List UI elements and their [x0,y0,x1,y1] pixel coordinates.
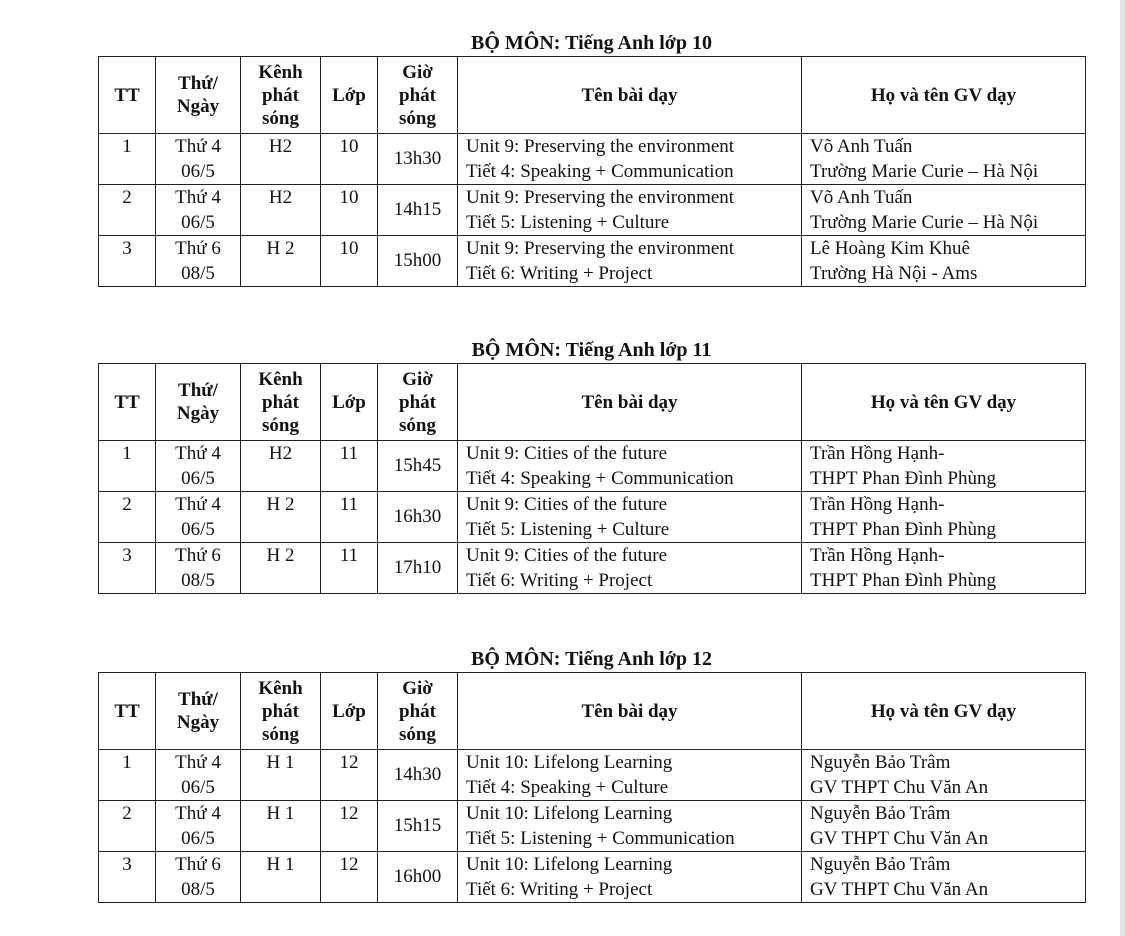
header-time: Giờ phát sóng [378,673,458,750]
table-row [99,543,1086,594]
table-body [99,750,1086,903]
header-grade: Lớp [321,57,378,134]
cell-tt: 3 [99,543,156,594]
cell-lesson: Unit 10: Lifelong Learning Tiết 5: Listening + Communication [458,801,802,852]
cell-tt: 2 [99,801,156,852]
cell-time: 16h30 [378,492,458,543]
cell-teacher: Trần Hồng Hạnh- THPT Phan Đình Phùng [802,543,1086,594]
cell-day-date: Thứ 4 06/5 [156,750,241,801]
cell-tt: 2 [99,185,156,236]
schedule-section-grade-11 [98,337,1085,594]
cell-teacher: Trần Hồng Hạnh- THPT Phan Đình Phùng [802,441,1086,492]
header-lesson: Tên bài dạy [458,57,802,134]
header-channel: Kênh phát sóng [241,57,321,134]
cell-channel: H 2 [241,492,321,543]
cell-tt: 2 [99,492,156,543]
table-row [99,185,1086,236]
cell-tt: 3 [99,852,156,903]
cell-day-date: Thứ 4 06/5 [156,441,241,492]
header-row [99,673,1086,750]
cell-channel: H 1 [241,750,321,801]
cell-channel: H 1 [241,801,321,852]
cell-channel: H2 [241,441,321,492]
schedule-table [98,672,1086,903]
cell-day-date: Thứ 4 06/5 [156,801,241,852]
cell-time: 15h00 [378,236,458,287]
cell-channel: H2 [241,185,321,236]
cell-day-date: Thứ 6 08/5 [156,236,241,287]
table-row [99,134,1086,185]
table-row [99,492,1086,543]
cell-channel: H 2 [241,236,321,287]
cell-day-date: Thứ 6 08/5 [156,852,241,903]
cell-time: 17h10 [378,543,458,594]
section-title: BỘ MÔN: Tiếng Anh lớp 10 [471,32,712,54]
cell-time: 13h30 [378,134,458,185]
cell-channel: H 1 [241,852,321,903]
header-time: Giờ phát sóng [378,57,458,134]
cell-teacher: Nguyễn Bảo Trâm GV THPT Chu Văn An [802,801,1086,852]
header-grade: Lớp [321,673,378,750]
header-day-date: Thứ/ Ngày [156,673,241,750]
table-row [99,852,1086,903]
cell-grade: 11 [321,543,378,594]
header-day-date: Thứ/ Ngày [156,57,241,134]
section-title: BỘ MÔN: Tiếng Anh lớp 11 [471,339,712,361]
header-grade: Lớp [321,364,378,441]
cell-teacher: Võ Anh Tuấn Trường Marie Curie – Hà Nội [802,134,1086,185]
header-teacher: Họ và tên GV dạy [802,57,1086,134]
cell-lesson: Unit 9: Cities of the future Tiết 5: Listening + Culture [458,492,802,543]
cell-lesson: Unit 9: Cities of the future Tiết 6: Writing + Project [458,543,802,594]
header-time: Giờ phát sóng [378,364,458,441]
cell-lesson: Unit 9: Preserving the environment Tiết 4: Speaking + Communication [458,134,802,185]
cell-day-date: Thứ 6 08/5 [156,543,241,594]
header-lesson: Tên bài dạy [458,673,802,750]
schedule-table [98,363,1086,594]
header-tt: TT [99,57,156,134]
cell-grade: 12 [321,750,378,801]
cell-teacher: Nguyễn Bảo Trâm GV THPT Chu Văn An [802,750,1086,801]
cell-teacher: Võ Anh Tuấn Trường Marie Curie – Hà Nội [802,185,1086,236]
schedule-section-grade-10 [98,30,1085,287]
header-tt: TT [99,673,156,750]
cell-teacher: Lê Hoàng Kim Khuê Trường Hà Nội - Ams [802,236,1086,287]
cell-lesson: Unit 9: Cities of the future Tiết 4: Speaking + Communication [458,441,802,492]
header-teacher: Họ và tên GV dạy [802,364,1086,441]
table-row [99,236,1086,287]
cell-teacher: Nguyễn Bảo Trâm GV THPT Chu Văn An [802,852,1086,903]
cell-grade: 12 [321,852,378,903]
cell-time: 15h15 [378,801,458,852]
cell-tt: 1 [99,441,156,492]
cell-grade: 11 [321,492,378,543]
cell-grade: 10 [321,185,378,236]
cell-grade: 11 [321,441,378,492]
section-title: BỘ MÔN: Tiếng Anh lớp 12 [471,648,712,670]
header-day-date: Thứ/ Ngày [156,364,241,441]
header-row [99,57,1086,134]
header-channel: Kênh phát sóng [241,364,321,441]
schedule-table [98,56,1086,287]
table-row [99,801,1086,852]
header-teacher: Họ và tên GV dạy [802,673,1086,750]
cell-lesson: Unit 10: Lifelong Learning Tiết 6: Writing + Project [458,852,802,903]
cell-lesson: Unit 9: Preserving the environment Tiết 5: Listening + Culture [458,185,802,236]
cell-day-date: Thứ 4 06/5 [156,492,241,543]
cell-tt: 1 [99,134,156,185]
cell-grade: 10 [321,236,378,287]
header-tt: TT [99,364,156,441]
cell-day-date: Thứ 4 06/5 [156,185,241,236]
schedule-section-grade-12 [98,646,1085,903]
cell-grade: 12 [321,801,378,852]
table-body [99,441,1086,594]
header-lesson: Tên bài dạy [458,364,802,441]
cell-tt: 1 [99,750,156,801]
header-channel: Kênh phát sóng [241,673,321,750]
cell-tt: 3 [99,236,156,287]
cell-grade: 10 [321,134,378,185]
cell-time: 15h45 [378,441,458,492]
cell-time: 14h15 [378,185,458,236]
cell-day-date: Thứ 4 06/5 [156,134,241,185]
table-row [99,750,1086,801]
cell-time: 14h30 [378,750,458,801]
cell-time: 16h00 [378,852,458,903]
table-row [99,441,1086,492]
cell-channel: H 2 [241,543,321,594]
cell-lesson: Unit 9: Preserving the environment Tiết 6: Writing + Project [458,236,802,287]
header-row [99,364,1086,441]
table-body [99,134,1086,287]
cell-teacher: Trần Hồng Hạnh- THPT Phan Đình Phùng [802,492,1086,543]
cell-lesson: Unit 10: Lifelong Learning Tiết 4: Speaking + Culture [458,750,802,801]
cell-channel: H2 [241,134,321,185]
